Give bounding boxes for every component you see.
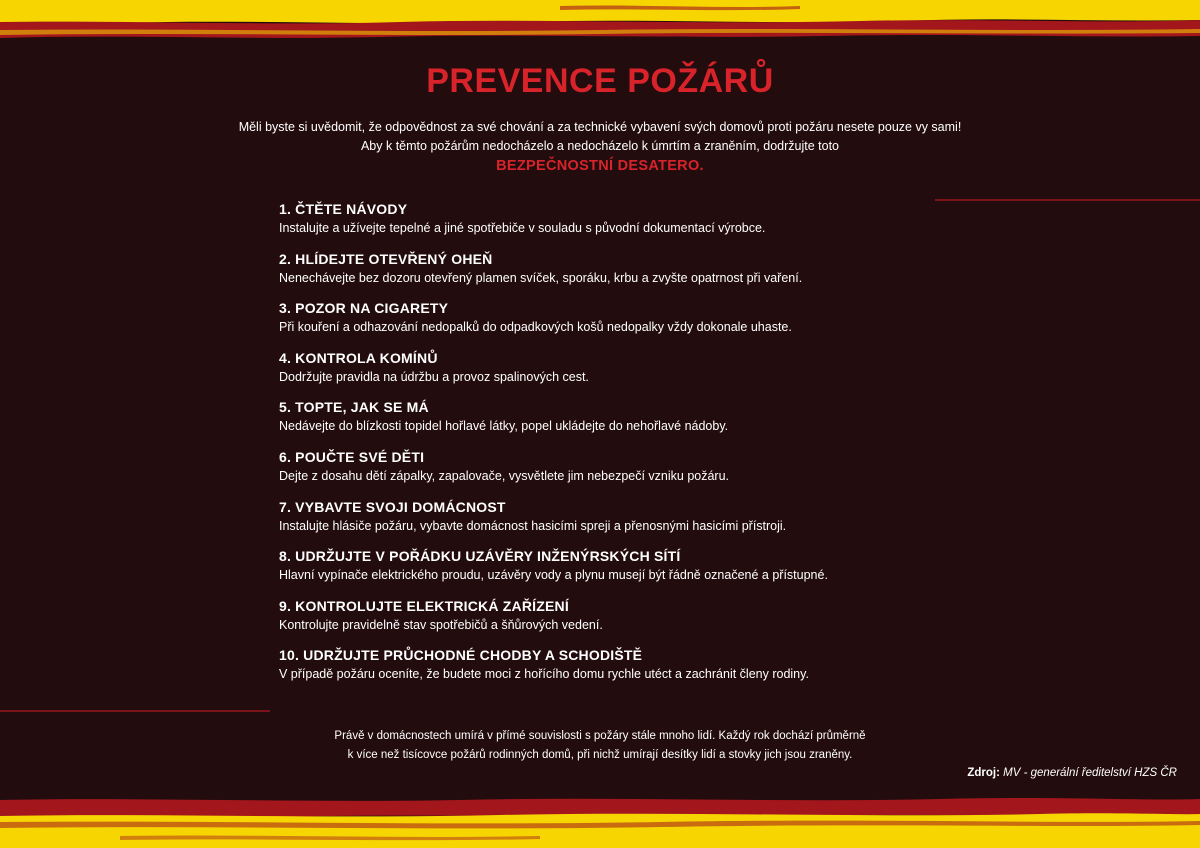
rule-title: 5. TOPTE, JAK SE MÁ — [279, 399, 429, 416]
rule-item — [279, 200, 979, 250]
rule-title: 1. ČTĚTE NÁVODY — [279, 201, 408, 217]
rule-text: Instalujte hlásiče požáru, vybavte domácnost hasicími spreji a přenosnými hasicími přístroji. — [279, 518, 787, 533]
rule-item — [279, 398, 979, 448]
safety-rules-list — [279, 200, 979, 696]
footer-line: Právě v domácnostech umírá v přímé souvislosti s požáry stále mnoho lidí. Každý rok dochází průměrně — [334, 730, 866, 742]
footer-note — [0, 727, 1200, 765]
rule-text: Nedávejte do blízkosti topidel hořlavé látky, popel ukládejte do nehořlavé nádoby. — [279, 419, 729, 434]
rule-title: 3. POZOR NA CIGARETY — [279, 300, 449, 317]
page-title: PREVENCE POŽÁRŮ — [426, 62, 774, 100]
rule-item — [279, 448, 979, 498]
source-value: MV - generální ředitelství HZS ČR — [1003, 767, 1177, 779]
rule-item — [279, 250, 979, 300]
rule-title: 7. VYBAVTE SVOJI DOMÁCNOST — [279, 498, 506, 515]
source-credit — [967, 767, 1177, 779]
rule-item — [279, 498, 979, 548]
rule-text: Dodržujte pravidla na údržbu a provoz spalinových cest. — [279, 369, 589, 384]
rule-item — [279, 349, 979, 399]
rule-text: Hlavní vypínače elektrického proudu, uzávěry vody a plynu musejí být řádně označené a přístupné. — [279, 568, 828, 583]
decorative-streak — [0, 710, 270, 712]
intro-highlight: BEZPEČNOSTNÍ DESATERO. — [496, 158, 704, 174]
rule-text: Při kouření a odhazování nedopalků do odpadkových košů nedopalky vždy dokonale uhaste. — [279, 320, 792, 335]
rule-title: 9. KONTROLUJTE ELEKTRICKÁ ZAŘÍZENÍ — [279, 597, 569, 614]
intro-line: Měli byste si uvědomit, že odpovědnost za své chování a za technické vybavení svých domovů proti požáru nesete pouze vy sami! — [238, 120, 962, 134]
rule-text: Kontrolujte pravidelně stav spotřebičů a šňůrových vedení. — [279, 617, 603, 632]
footer-line: k více než tisícovce požárů rodinných domů, při nichž umírají desítky lidí a stovky jich jsou zraněny. — [347, 749, 853, 761]
rule-title: 8. UDRŽUJTE V POŘÁDKU UZÁVĚRY INŽENÝRSKÝCH SÍTÍ — [279, 548, 681, 565]
intro-line: Aby k těmto požárům nedocházelo a nedocházelo k úmrtím a zraněním, dodržujte toto — [360, 139, 840, 153]
source-label: Zdroj: — [967, 767, 1000, 779]
rule-title: 10. UDRŽUJTE PRŮCHODNÉ CHODBY A SCHODIŠTĚ — [279, 647, 643, 664]
rule-title: 2. HLÍDEJTE OTEVŘENÝ OHEŇ — [279, 250, 493, 267]
rule-item — [279, 597, 979, 647]
rule-title: 6. POUČTE SVÉ DĚTI — [279, 448, 425, 465]
rule-item — [279, 547, 979, 597]
rule-item — [279, 646, 979, 696]
rule-title: 4. KONTROLA KOMÍNŮ — [279, 349, 438, 366]
bottom-brush-border — [0, 792, 1200, 848]
rule-text: V případě požáru oceníte, že budete moci z hořícího domu rychle utéct a zachránit členy rodiny. — [279, 667, 809, 682]
rule-text: Nenechávejte bez dozoru otevřený plamen svíček, sporáku, krbu a zvyšte opatrnost při vaření. — [279, 270, 803, 285]
intro-text — [0, 118, 1200, 156]
top-brush-border — [0, 0, 1200, 48]
rule-item — [279, 299, 979, 349]
rule-text: Dejte z dosahu dětí zápalky, zapalovače, vysvětlete jim nebezpečí vzniku požáru. — [279, 468, 730, 483]
rule-text: Instalujte a užívejte tepelné a jiné spotřebiče v souladu s původní dokumentací výrobce. — [279, 221, 766, 235]
